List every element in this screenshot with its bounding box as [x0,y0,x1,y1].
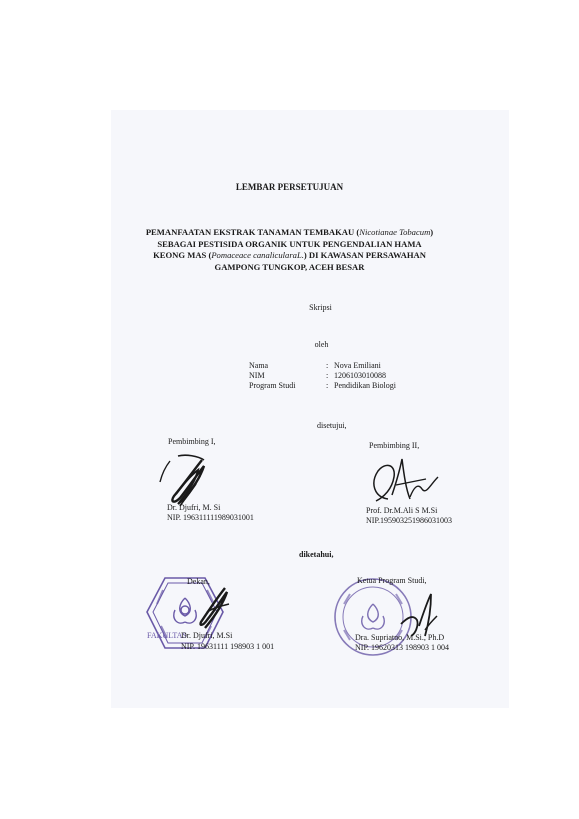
identity-key: NIM [249,371,265,380]
program-head-name: Dra. Supriatno, M.Si., Ph.D [355,633,445,642]
identity-key: Nama [249,361,269,370]
identity-key: Program Studi [249,381,296,390]
acknowledged-label: diketahui, [299,550,334,559]
identity-row-name [249,361,396,371]
program-head-nip: NIP. 19620313 198903 1 004 [355,643,450,652]
identity-value: 1206103010088 [334,371,386,380]
identity-value: Pendidikan Biologi [334,381,396,390]
supervisor1-role: Pembimbing I, [168,437,216,446]
identity-row-nim [249,371,396,381]
title-line-3 [0,250,579,262]
identity-sep: : [326,371,329,380]
title-line-1-italic: Nicotianae Tobacum [359,227,431,237]
title-line-1 [0,227,579,239]
document-title [0,227,579,273]
dean-signature [185,582,235,632]
dean-name: Dr. Djufri, M.Si [181,631,233,640]
supervisor1-name: Dr. Djufri, M. Si [167,503,221,512]
supervisor2-nip: NIP.195903251986031003 [366,516,453,525]
stamp-text: FAKULTAS [147,631,187,640]
by-label: oleh [314,340,329,349]
supervisor1-nip: NIP. 196311111989031001 [167,513,254,522]
identity-value: Nova Emiliani [334,361,381,370]
program-head-role: Ketua Program Studi, [357,576,427,585]
title-line-3-italic: Pomaceace canalicularaL. [211,250,304,260]
document-heading: LEMBAR PERSETUJUAN [235,182,344,192]
document-type: Skripsi [309,303,332,312]
title-line-4: GAMPONG TUNGKOP, ACEH BESAR [214,261,365,272]
identity-sep: : [326,361,329,370]
identity-row-program [249,381,396,391]
title-line-1-post: ) [430,227,434,237]
title-line-3-post: ) DI KAWASAN PERSAWAHAN [303,250,426,260]
title-line-1-pre: PEMANFAATAN EKSTRAK TANAMAN TEMBAKAU ( [145,227,360,237]
supervisor2-signature [366,455,446,510]
supervisor2-name: Prof. Dr.M.Ali S M.Si [366,506,438,515]
supervisor2-role: Pembimbing II, [369,441,420,450]
dean-role: Dekan, [187,577,210,586]
title-line-2: SEBAGAI PESTISIDA ORGANIK UNTUK PENGENDALIAN HAMA [157,238,422,249]
identity-sep: : [326,381,329,390]
approved-label: disetujui, [317,421,347,430]
dean-nip: NIP. 19631111 198903 1 001 [181,642,275,651]
identity-block [249,361,396,391]
title-line-3-pre: KEONG MAS ( [153,250,212,260]
